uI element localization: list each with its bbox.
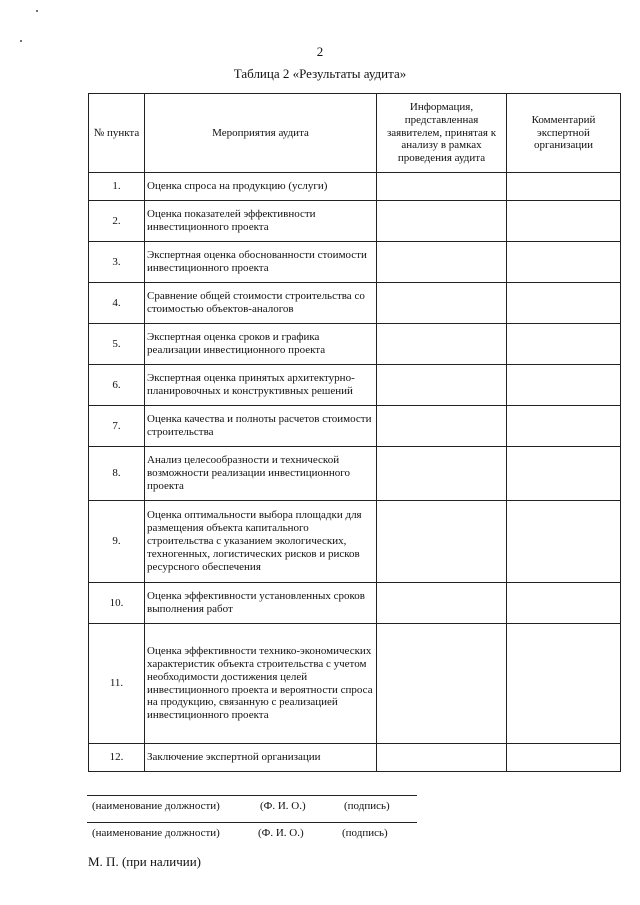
expert-comment-cell <box>507 201 621 242</box>
expert-comment-cell <box>507 365 621 406</box>
signature-caption: (подпись) <box>344 800 390 812</box>
row-number: 12. <box>89 744 145 772</box>
audit-activity: Оценка эффективности установленных сроков выполнения работ <box>145 583 377 624</box>
table-row <box>89 447 621 501</box>
header-expert-comment: Комментарий экспертной организации <box>507 94 621 173</box>
audit-activity: Заключение экспертной организации <box>145 744 377 772</box>
table-row <box>89 173 621 201</box>
audit-activity: Экспертная оценка обоснованности стоимости инвестиционного проекта <box>145 242 377 283</box>
table-row <box>89 501 621 583</box>
scan-speck <box>36 10 38 12</box>
row-number: 11. <box>89 624 145 744</box>
table-row <box>89 583 621 624</box>
row-number: 7. <box>89 406 145 447</box>
row-number: 6. <box>89 365 145 406</box>
row-number: 5. <box>89 324 145 365</box>
row-number: 2. <box>89 201 145 242</box>
row-number: 8. <box>89 447 145 501</box>
audit-activity: Анализ целесообразности и технической возможности реализации инвестиционного проекта <box>145 447 377 501</box>
expert-comment-cell <box>507 173 621 201</box>
applicant-information-cell <box>377 365 507 406</box>
audit-activity: Оценка качества и полноты расчетов стоимости строительства <box>145 406 377 447</box>
applicant-information-cell <box>377 583 507 624</box>
expert-comment-cell <box>507 501 621 583</box>
signature-caption: (подпись) <box>342 827 388 839</box>
table-header-row <box>89 94 621 173</box>
table-row <box>89 324 621 365</box>
applicant-information-cell <box>377 406 507 447</box>
signature-line <box>87 795 417 796</box>
audit-activity: Оценка оптимальности выбора площадки для размещения объекта капитального строительства с указанием экологических, техногенных, логистических рисков и рисков ресурсного обеспечения <box>145 501 377 583</box>
applicant-information-cell <box>377 173 507 201</box>
expert-comment-cell <box>507 242 621 283</box>
applicant-information-cell <box>377 201 507 242</box>
expert-comment-cell <box>507 283 621 324</box>
row-number: 9. <box>89 501 145 583</box>
table-row <box>89 242 621 283</box>
position-caption: (наименование должности) <box>92 800 220 812</box>
table-row <box>89 744 621 772</box>
page-number: 2 <box>316 44 324 59</box>
applicant-information-cell <box>377 624 507 744</box>
table-row <box>89 365 621 406</box>
full-name-caption: (Ф. И. О.) <box>258 827 304 839</box>
applicant-information-cell <box>377 447 507 501</box>
applicant-information-cell <box>377 283 507 324</box>
full-name-caption: (Ф. И. О.) <box>260 800 306 812</box>
scan-speck <box>20 40 22 42</box>
table-row <box>89 624 621 744</box>
position-caption: (наименование должности) <box>92 827 220 839</box>
table-title: Таблица 2 «Результаты аудита» <box>233 66 407 81</box>
expert-comment-cell <box>507 447 621 501</box>
row-number: 10. <box>89 583 145 624</box>
applicant-information-cell <box>377 501 507 583</box>
header-applicant-information: Информация, представленная заявителем, принятая к анализу в рамках проведения аудита <box>377 94 507 173</box>
header-item-number: № пункта <box>89 94 145 173</box>
row-number: 3. <box>89 242 145 283</box>
applicant-information-cell <box>377 242 507 283</box>
table-row <box>89 201 621 242</box>
applicant-information-cell <box>377 324 507 365</box>
stamp-note: М. П. (при наличии) <box>88 854 202 869</box>
audit-activity: Оценка эффективности технико-экономических характеристик объекта строительства с учетом необходимости достижения целей инвестиционного проекта и вероятности спроса на продукцию, связанную с реализацией инвестиционного проекта <box>145 624 377 744</box>
audit-activity: Экспертная оценка принятых архитектурно-планировочных и конструктивных решений <box>145 365 377 406</box>
audit-activity: Экспертная оценка сроков и графика реализации инвестиционного проекта <box>145 324 377 365</box>
table-row <box>89 406 621 447</box>
expert-comment-cell <box>507 744 621 772</box>
audit-activity: Сравнение общей стоимости строительства со стоимостью объектов-аналогов <box>145 283 377 324</box>
signature-line <box>87 822 417 823</box>
expert-comment-cell <box>507 406 621 447</box>
table-row <box>89 283 621 324</box>
row-number: 4. <box>89 283 145 324</box>
expert-comment-cell <box>507 324 621 365</box>
header-audit-activities: Мероприятия аудита <box>145 94 377 173</box>
row-number: 1. <box>89 173 145 201</box>
audit-results-table <box>88 93 621 772</box>
audit-activity: Оценка показателей эффективности инвестиционного проекта <box>145 201 377 242</box>
expert-comment-cell <box>507 624 621 744</box>
audit-activity: Оценка спроса на продукцию (услуги) <box>145 173 377 201</box>
applicant-information-cell <box>377 744 507 772</box>
expert-comment-cell <box>507 583 621 624</box>
